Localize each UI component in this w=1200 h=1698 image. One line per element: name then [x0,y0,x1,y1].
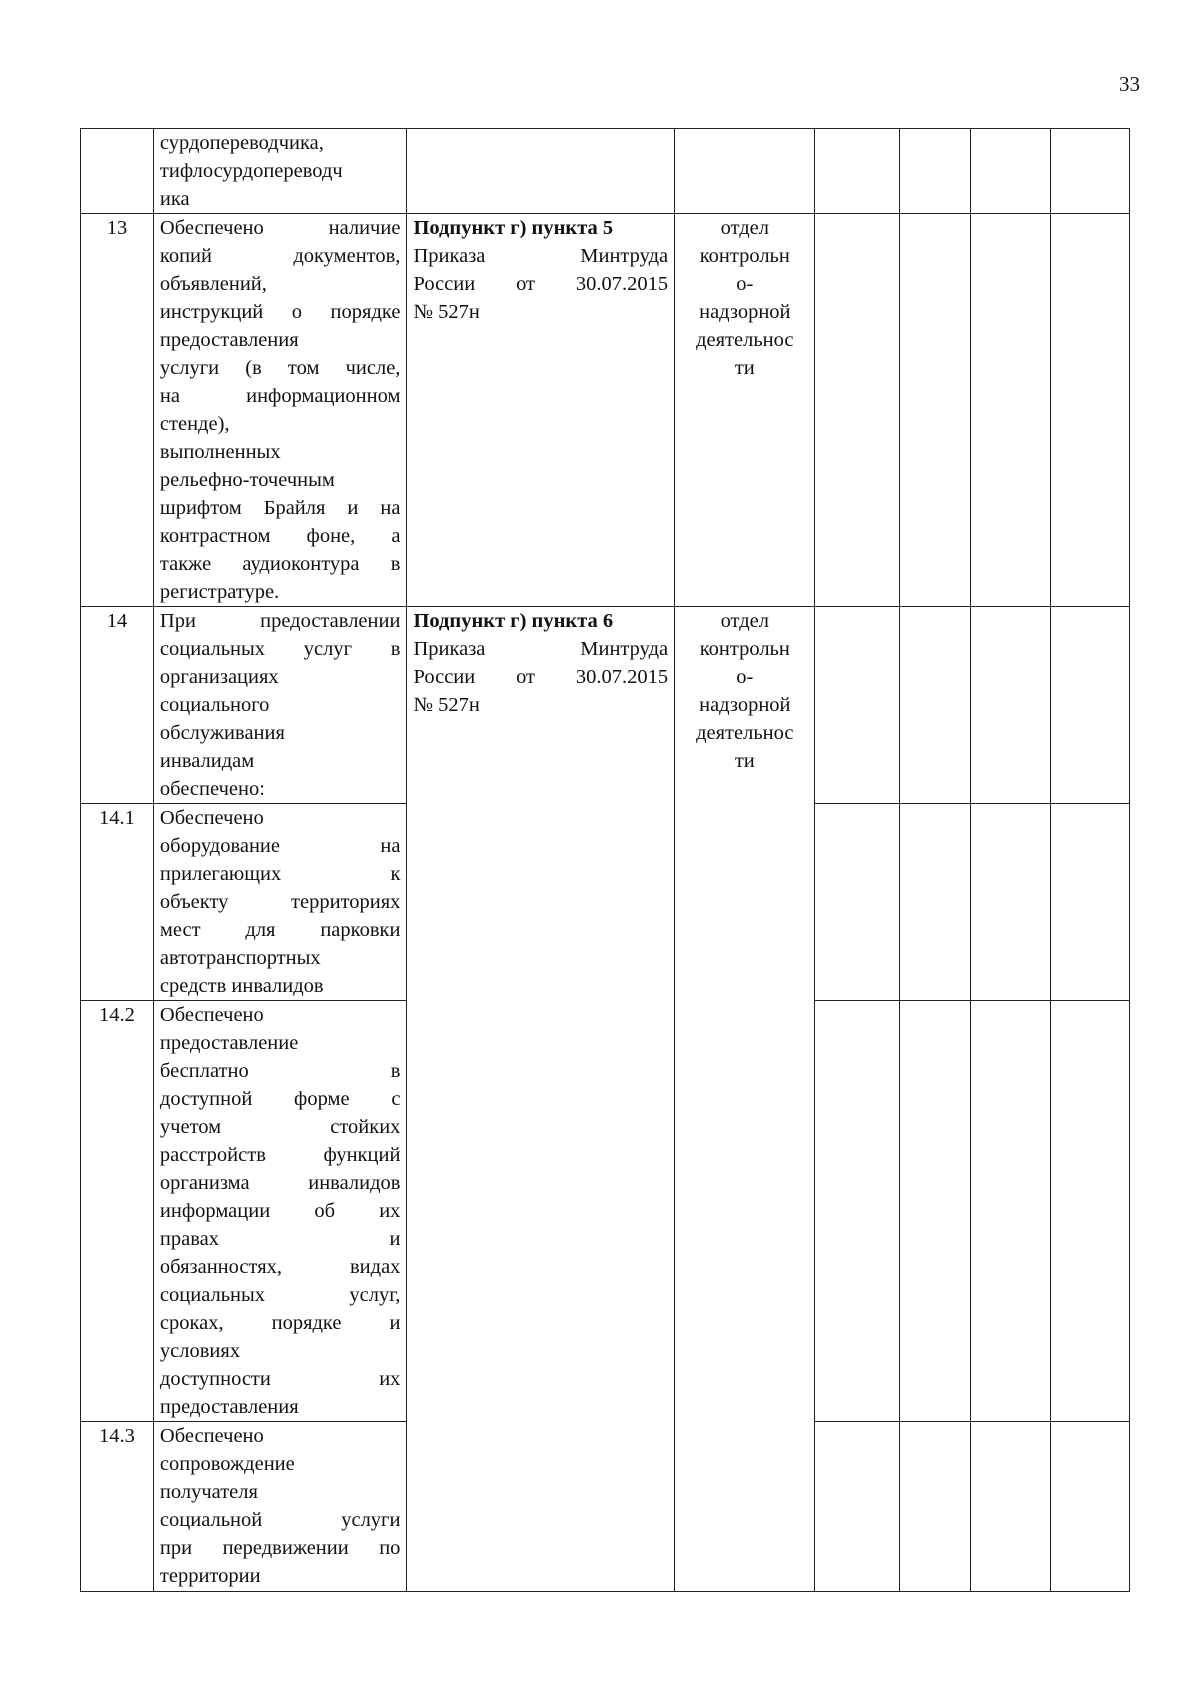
text-line: При предоставлении [159,610,401,632]
row-number: 13 [81,214,154,607]
text-line: учетом стойких [159,1116,401,1138]
table-row [81,607,1130,804]
text-line: Обеспечено [159,807,264,829]
reference-cell [407,129,675,214]
text-line: рельефно-точечным [159,469,335,491]
text-line: инвалидам [159,750,255,772]
text-line: ти [734,750,755,772]
text-line: информации об их [159,1200,401,1222]
text-line: доступности их [159,1368,401,1390]
text-line: деятельнос [696,329,794,351]
table-row [81,214,1130,607]
text-line: выполненных [159,441,281,463]
empty-cell [815,214,900,607]
text-line: предоставления [159,329,299,351]
text-line: копий документов, [159,245,401,267]
text-line: на информационном [159,385,401,407]
text-line: шрифтом Брайля и на [159,497,401,519]
text-line: сопровождение [159,1453,295,1475]
table-row [81,129,1130,214]
empty-cell [971,607,1050,804]
row-number: 14.2 [81,1001,154,1422]
text-line: деятельнос [696,722,794,744]
text-line: Приказа Минтруда [413,245,669,267]
empty-cell [971,214,1050,607]
page-number: 33 [1119,72,1140,96]
requirement-text [153,129,407,214]
text-line: сроках, порядке и [159,1312,401,1334]
text-line: обслуживания [159,722,285,744]
text-line: расстройств функций [159,1144,401,1166]
row-number: 14 [81,607,154,804]
empty-cell [900,1001,971,1422]
text-line: ти [734,357,755,379]
requirement-text [153,1001,407,1422]
text-line: обеспечено: [159,778,265,800]
text-line: контрастном фоне, а [159,525,401,547]
text-line: стенде), [159,413,230,435]
empty-cell [815,1001,900,1422]
text-line: России от 30.07.2015 [413,273,669,295]
text-line: надзорной [699,301,791,323]
department-cell [675,214,815,607]
text-line: социального [159,694,270,716]
empty-cell [815,129,900,214]
text-line: обязанностях, видах [159,1256,401,1278]
requirements-table [80,128,1130,1592]
requirement-text [153,607,407,804]
text-line: также аудиоконтура в [159,553,401,575]
department-cell [675,607,815,1592]
empty-cell [815,607,900,804]
text-line: предоставление [159,1032,299,1054]
text-line: отдел [720,610,770,632]
reference-bold: Подпункт г) пункта 5 [413,217,614,239]
empty-cell [1050,214,1130,607]
reference-cell [407,607,675,1592]
text-line: контрольн [699,638,790,660]
text-line: территории [159,1565,261,1587]
text-line: мест для парковки [159,919,401,941]
empty-cell [900,804,971,1001]
row-number: 14.3 [81,1422,154,1592]
text-line: о- [736,273,754,295]
text-line: прилегающих к [159,863,401,885]
text-line: Обеспечено [159,1425,264,1447]
text-line: доступной форме с [159,1088,401,1110]
row-number: 14.1 [81,804,154,1001]
text-line: объявлений, [159,273,267,295]
empty-cell [1050,1001,1130,1422]
text-line: организациях [159,666,279,688]
text-line: при передвижении по [159,1537,401,1559]
text-line: средств инвалидов [159,975,324,997]
text-line: организма инвалидов [159,1172,401,1194]
text-line: социальных услуг, [159,1284,401,1306]
empty-cell [900,607,971,804]
text-line: оборудование на [159,835,401,857]
text-line: получателя [159,1481,258,1503]
empty-cell [971,1001,1050,1422]
requirement-text [153,214,407,607]
text-line: надзорной [699,694,791,716]
reference-cell [407,214,675,607]
reference-text [413,242,668,326]
empty-cell [1050,1422,1130,1592]
empty-cell [815,804,900,1001]
row-number [81,129,154,214]
requirement-text [153,1422,407,1592]
empty-cell [1050,129,1130,214]
empty-cell [1050,607,1130,804]
department-cell [675,129,815,214]
text-line: Обеспечено наличие [159,217,401,239]
text-line: бесплатно в [159,1060,401,1082]
reference-bold: Подпункт г) пункта 6 [413,610,614,632]
empty-cell [971,1422,1050,1592]
text-line: ика [159,188,190,210]
text-line: отдел [720,217,770,239]
empty-cell [971,804,1050,1001]
text-line: объекту территориях [159,891,401,913]
empty-cell [900,1422,971,1592]
text-line: автотранспортных [159,947,321,969]
text-line: социальных услуг в [159,638,401,660]
empty-cell [900,214,971,607]
text-line: тифлосурдопереводч [159,160,343,182]
text-line: сурдопереводчика, [159,132,324,154]
empty-cell [815,1422,900,1592]
empty-cell [900,129,971,214]
empty-cell [1050,804,1130,1001]
text-line: России от 30.07.2015 [413,666,669,688]
empty-cell [971,129,1050,214]
text-line: инструкций о порядке [159,301,401,323]
text-line: о- [736,666,754,688]
text-line: Приказа Минтруда [413,638,669,660]
text-line: услуги (в том числе, [159,357,401,379]
text-line: Обеспечено [159,1004,264,1026]
text-line: правах и [159,1228,401,1250]
text-line: регистратуре. [159,581,280,603]
text-line: контрольн [699,245,790,267]
reference-text [413,635,668,719]
text-line: № 527н [413,301,480,323]
text-line: предоставления [159,1396,299,1418]
requirement-text [153,804,407,1001]
text-line: социальной услуги [159,1509,401,1531]
text-line: условиях [159,1340,241,1362]
text-line: № 527н [413,694,480,716]
